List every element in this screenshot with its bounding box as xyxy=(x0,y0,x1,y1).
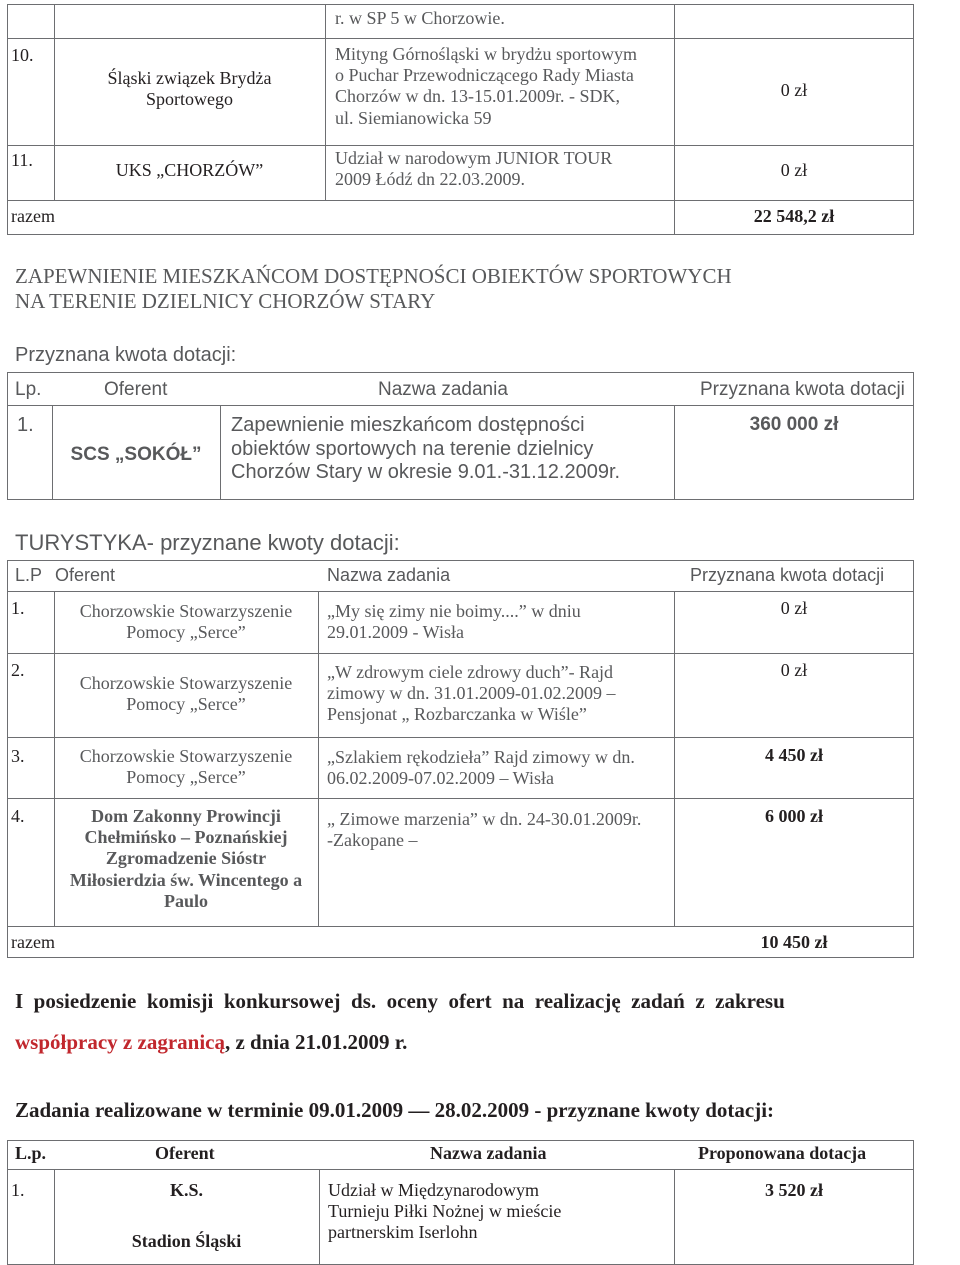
table-tourism-divider xyxy=(7,591,914,592)
table-sport-header-lp: Lp. xyxy=(15,379,42,400)
table-foreign-divider xyxy=(674,1169,675,1265)
table-1-divider xyxy=(54,4,55,200)
tourism-row-1-amount: 0 zł xyxy=(780,598,808,618)
table-tourism-header-lp: L.P xyxy=(15,565,43,585)
tourism-row-4-oferent xyxy=(56,806,316,912)
row-11-oferent: UKS „CHORZÓW” xyxy=(115,160,264,180)
table-tourism-header-oferent: Oferent xyxy=(55,565,116,585)
table-sport-row-task-line: Zapewnienie mieszkańcom dostępności xyxy=(231,414,585,436)
tourism-row-2-oferent-line: Pomocy „Serce” xyxy=(126,694,246,715)
table-tourism-total-label: razem xyxy=(11,932,55,952)
table-sport-header-oferent: Oferent xyxy=(104,379,168,400)
row-11-task-line: Udział w narodowym JUNIOR TOUR xyxy=(335,148,613,168)
table-foreign-header-oferent: Oferent xyxy=(155,1143,215,1163)
table-sport-row-amount: 360 000 zł xyxy=(749,414,839,435)
tourism-row-4-oferent-line: Zgromadzenie Sióstr xyxy=(105,848,267,869)
tourism-row-2-task xyxy=(327,662,615,726)
tourism-row-4-oferent-line: Miłosierdzia św. Wincentego a xyxy=(69,869,303,890)
table-foreign-row-task xyxy=(328,1180,561,1244)
section-foreign-title: Zadania realizowane w terminie 09.01.2009 — 28.02.2009 - przyznane kwoty dotacji: xyxy=(15,1098,775,1122)
table-tourism-divider xyxy=(318,591,319,926)
row-11-lp: 11. xyxy=(11,150,33,170)
table-1-total-amount: 22 548,2 zł xyxy=(753,206,835,226)
tourism-row-2-task-line: Pensjonat „ Rozbarczanka w Wiśle” xyxy=(327,704,587,725)
table-sport-row-task-line: Chorzów Stary w okresie 9.01.-31.12.2009r. xyxy=(231,461,621,484)
tourism-row-3-task-line: 06.02.2009-07.02.2009 – Wisła xyxy=(327,768,554,789)
table-foreign-header-task: Nazwa zadania xyxy=(430,1143,547,1163)
row-10-amount: 0 zł xyxy=(780,80,808,100)
table-sport-row-task xyxy=(231,414,620,485)
tourism-row-2-task-line: zimowy w dn. 31.01.2009-01.02.2009 – xyxy=(327,683,616,704)
table-sport-row-task-line: obiektów sportowych na terenie dzielnicy xyxy=(231,437,594,460)
row-10-task xyxy=(335,44,637,129)
table-foreign-row-lp: 1. xyxy=(11,1180,25,1200)
table-1-divider xyxy=(325,4,326,200)
section-sport-title xyxy=(15,264,732,314)
tourism-row-3-oferent-line: Chorzowskie Stowarzyszenie xyxy=(79,746,293,766)
tourism-row-2-oferent-line: Chorzowskie Stowarzyszenie xyxy=(79,673,293,693)
table-tourism-total-amount: 10 450 zł xyxy=(760,932,828,952)
table-tourism-header-amount: Przyznana kwota dotacji xyxy=(690,565,885,585)
tourism-row-4-oferent-line: Chełmińsko – Poznańskiej xyxy=(84,827,288,848)
table-1-total-label: razem xyxy=(11,206,55,226)
table-foreign-divider xyxy=(7,1169,914,1170)
table-tourism-divider xyxy=(54,591,55,926)
section-sport-title-line: NA TERENIE DZIELNICY CHORZÓW STARY xyxy=(15,288,436,313)
row-10-oferent xyxy=(56,68,323,110)
table-foreign-divider xyxy=(319,1169,320,1265)
section-tourism-title: TURYSTYKA- przyznane kwoty dotacji: xyxy=(15,530,400,555)
table-foreign-row-task-line: partnerskim Iserlohn xyxy=(328,1222,478,1243)
row-11-task-line: 2009 Łódź dn 22.03.2009. xyxy=(335,169,525,190)
row-11-amount: 0 zł xyxy=(780,160,808,180)
tourism-row-2-amount: 0 zł xyxy=(780,660,808,680)
table-sport-header-task: Nazwa zadania xyxy=(378,379,508,400)
tourism-row-1-lp: 1. xyxy=(11,598,25,618)
tourism-row-1-task xyxy=(327,601,581,643)
tourism-row-3-task xyxy=(327,747,635,789)
table-sport-row-lp: 1. xyxy=(17,414,34,436)
table-foreign-row-amount: 3 520 zł xyxy=(765,1180,823,1200)
table-sport-divider xyxy=(220,405,221,500)
section-sport-title-line: ZAPEWNIENIE MIESZKAŃCOM DOSTĘPNOŚCI OBIEKTÓW SPORTOWYCH xyxy=(15,264,732,288)
table-1-cont-text: r. w SP 5 w Chorzowie. xyxy=(335,8,505,28)
tourism-row-4-lp: 4. xyxy=(11,806,25,826)
row-10-task-line: Chorzów w dn. 13-15.01.2009r. - SDK, xyxy=(335,86,620,107)
table-sport-divider xyxy=(674,405,675,500)
tourism-row-3-amount: 4 450 zł xyxy=(765,745,823,765)
row-10-task-line: ul. Siemianowicka 59 xyxy=(335,107,492,128)
table-1-divider xyxy=(7,200,914,201)
table-tourism-divider xyxy=(7,737,914,738)
table-sport-divider xyxy=(52,405,53,500)
row-10-task-line: o Puchar Przewodniczącego Rady Miasta xyxy=(335,65,634,86)
row-10-oferent-line: Sportowego xyxy=(146,89,233,110)
tourism-row-3-lp: 3. xyxy=(11,746,25,766)
table-1-divider xyxy=(7,38,914,39)
table-foreign-row-task-line: Udział w Międzynarodowym xyxy=(328,1180,539,1200)
table-tourism-divider xyxy=(7,653,914,654)
tourism-row-4-task-line: -Zakopane – xyxy=(327,830,418,851)
row-10-task-line: Mityng Górnośląski w brydżu sportowym xyxy=(335,44,637,64)
tourism-row-4-task-line: „ Zimowe marzenia” w dn. 24-30.01.2009r. xyxy=(327,809,642,829)
table-foreign-row-task-line: Turnieju Piłki Nożnej w mieście xyxy=(328,1201,562,1222)
table-foreign-divider xyxy=(54,1169,55,1265)
table-foreign-row-oferent-1: K.S. xyxy=(169,1180,203,1200)
tourism-row-3-task-line: „Szlakiem rękodzieła” Rajd zimowy w dn. xyxy=(327,747,635,767)
tourism-row-1-oferent-line: Chorzowskie Stowarzyszenie xyxy=(79,601,293,621)
tourism-row-1-oferent xyxy=(56,601,316,643)
tourism-row-4-amount: 6 000 zł xyxy=(765,806,823,826)
table-tourism-header-task: Nazwa zadania xyxy=(327,565,451,585)
meeting-line-1: I posiedzenie komisji konkursowej ds. oceny ofert na realizację zadań z zakresu xyxy=(15,989,785,1013)
tourism-row-3-oferent xyxy=(56,746,316,788)
table-sport-row-oferent: SCS „SOKÓŁ” xyxy=(70,444,202,465)
tourism-row-4-oferent-line: Paulo xyxy=(163,890,208,911)
table-tourism-divider xyxy=(674,591,675,926)
table-foreign-row-oferent-2: Stadion Śląski xyxy=(131,1231,242,1251)
meeting-highlight: współpracy z zagranicą xyxy=(15,1030,225,1054)
tourism-row-1-task-line: „My się zimy nie boimy....” w dniu xyxy=(327,601,581,621)
tourism-row-2-oferent xyxy=(56,673,316,715)
tourism-row-3-oferent-line: Pomocy „Serce” xyxy=(126,767,246,788)
row-10-oferent-line: Śląski związek Brydża xyxy=(107,68,272,88)
row-10-lp: 10. xyxy=(11,45,34,65)
table-sport-header-amount: Przyznana kwota dotacji xyxy=(700,379,905,400)
tourism-row-2-lp: 2. xyxy=(11,660,25,680)
tourism-row-4-task xyxy=(327,809,641,851)
table-1-divider xyxy=(7,145,914,146)
meeting-line-2 xyxy=(15,1030,407,1055)
tourism-row-1-oferent-line: Pomocy „Serce” xyxy=(126,622,246,643)
tourism-row-1-task-line: 29.01.2009 - Wisła xyxy=(327,622,464,643)
section-sport-subtitle: Przyznana kwota dotacji: xyxy=(15,344,237,366)
table-foreign-header-amount: Proponowana dotacja xyxy=(698,1143,867,1163)
tourism-row-4-oferent-line: Dom Zakonny Prowincji xyxy=(91,806,281,826)
table-tourism-divider xyxy=(7,798,914,799)
row-11-task xyxy=(335,148,612,190)
tourism-row-2-task-line: „W zdrowym ciele zdrowy duch”- Rajd xyxy=(327,662,614,682)
table-foreign-header-lp: L.p. xyxy=(15,1143,47,1163)
table-tourism-divider xyxy=(7,926,914,927)
meeting-date: , z dnia 21.01.2009 r. xyxy=(224,1030,408,1054)
table-sport-divider xyxy=(7,405,914,406)
